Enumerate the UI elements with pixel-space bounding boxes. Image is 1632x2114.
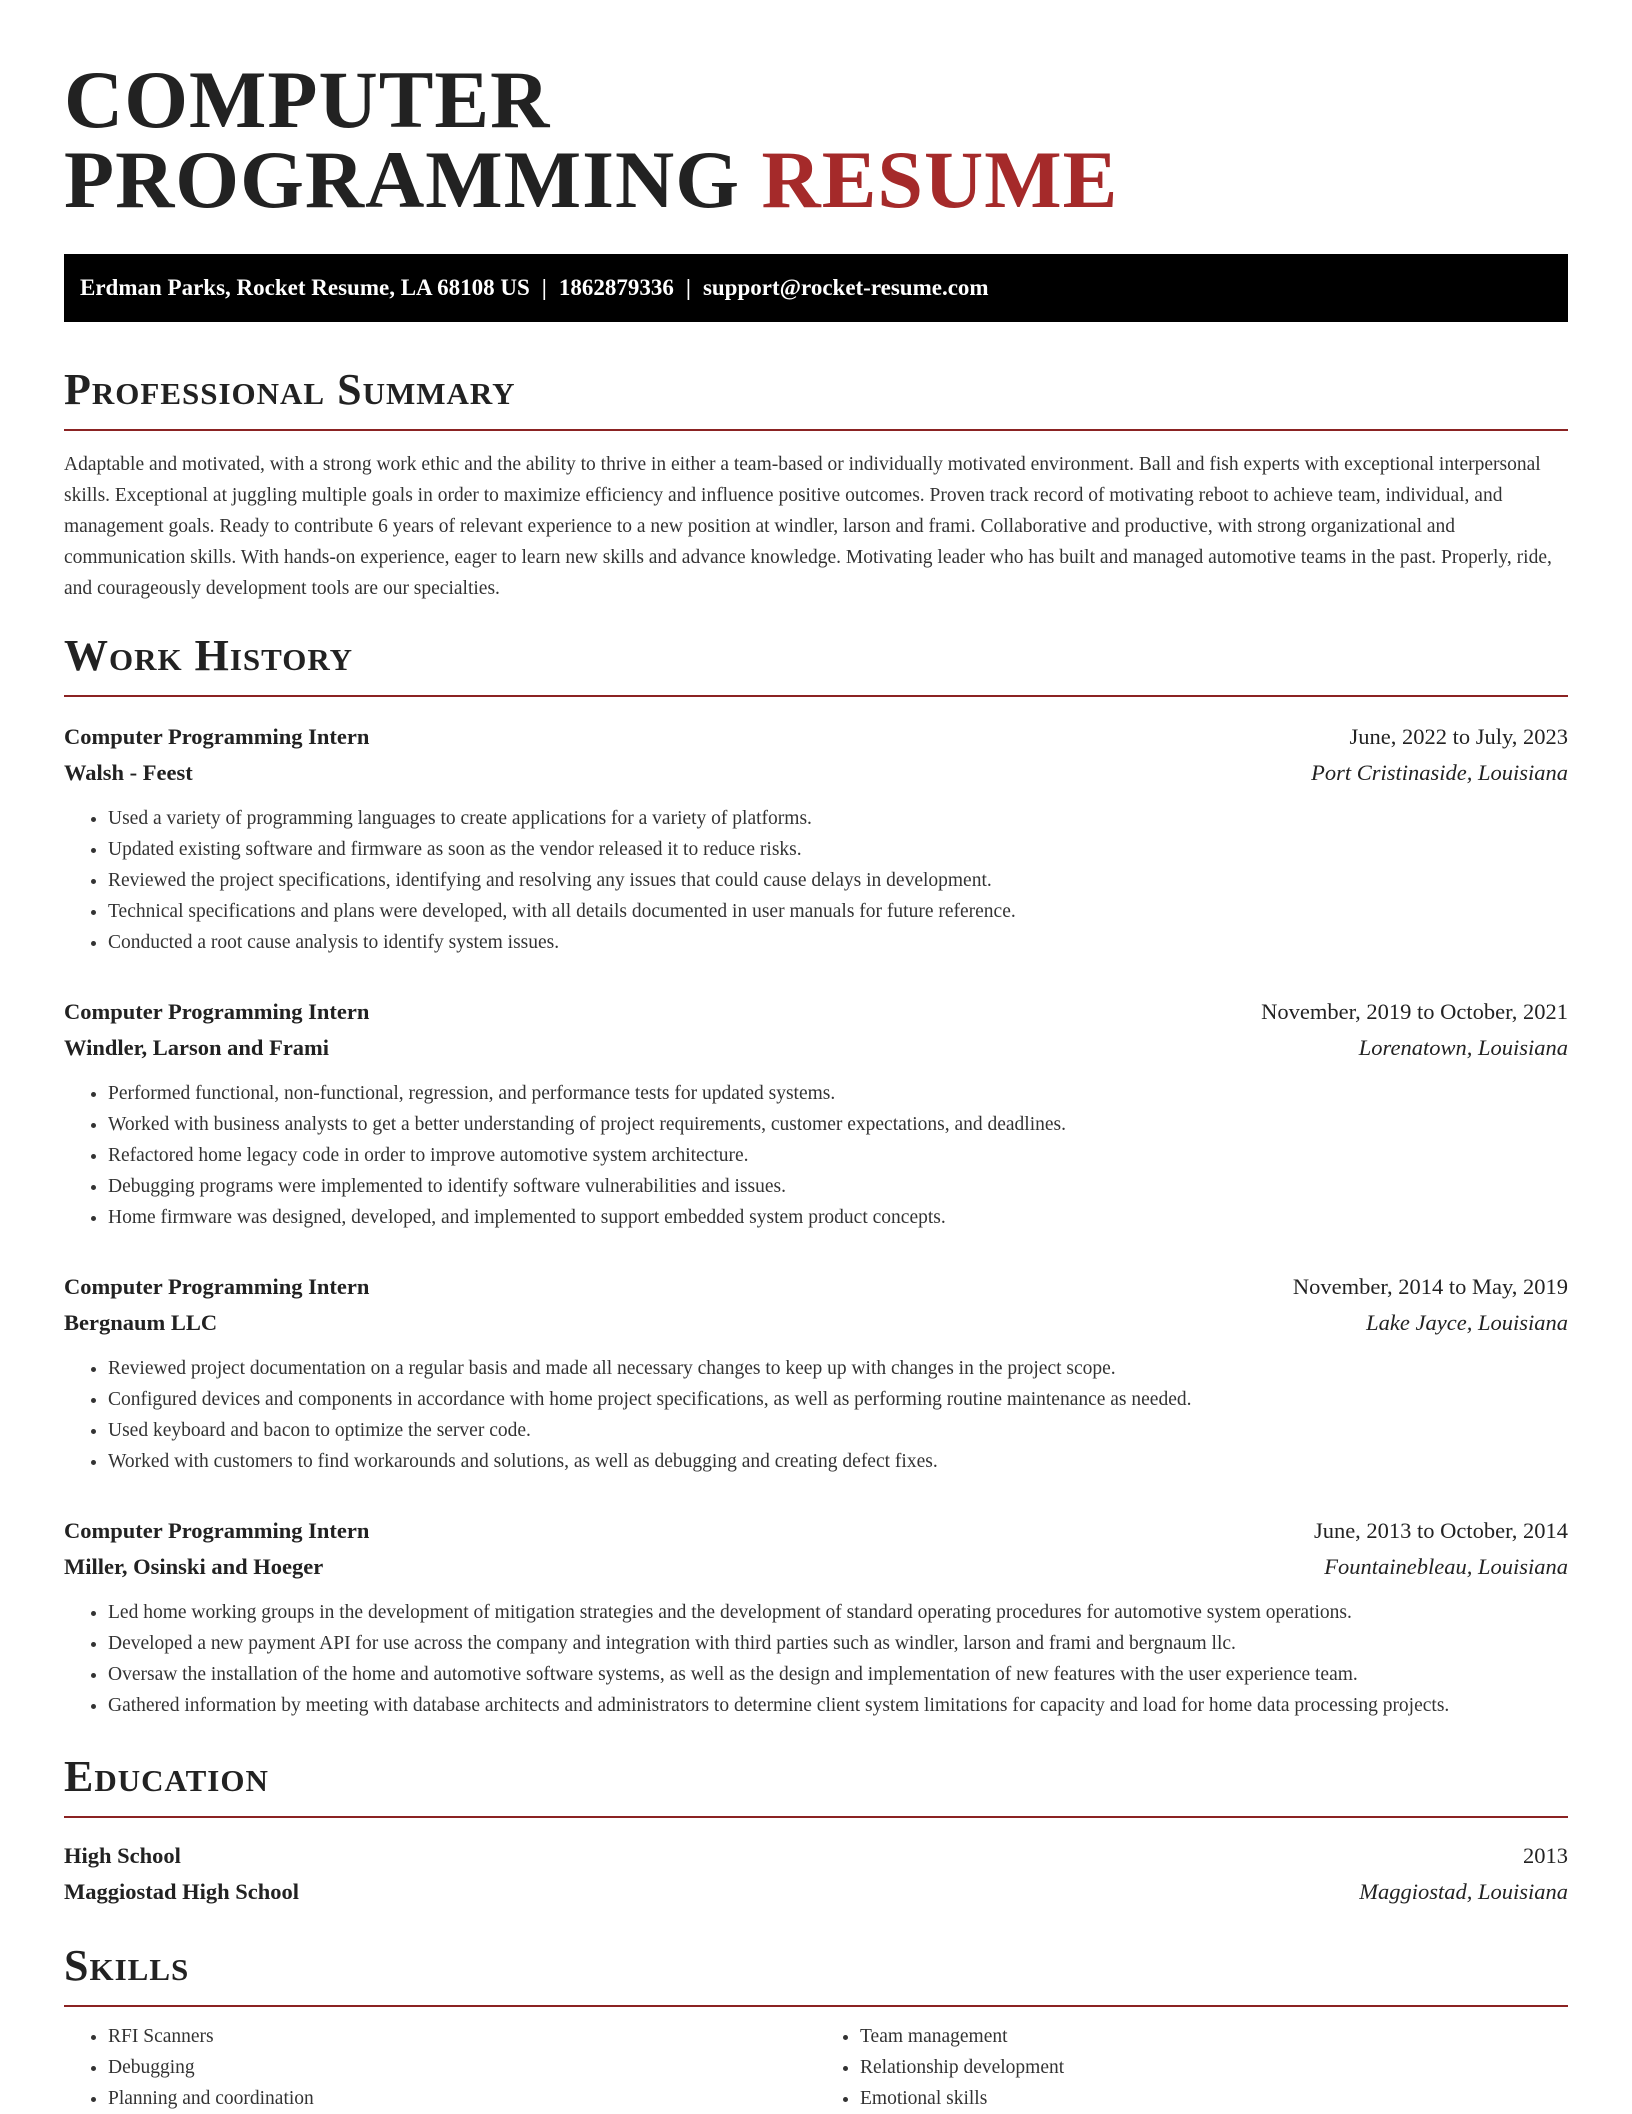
job-dates: November, 2014 to May, 2019: [1292, 1274, 1568, 1299]
job-company: Bergnaum LLC: [64, 1310, 218, 1335]
job-bullet: • Performed functional, non-functional, regression, and performance tests for updated systems.: [108, 1078, 1568, 1109]
skill-item: • Relationship development: [860, 2052, 1568, 2083]
section-heading-education: Education: [64, 1751, 1568, 1818]
job-bullet: • Led home working groups in the development of mitigation strategies and the development of standard operating procedures for automotive system operations.: [108, 1597, 1568, 1628]
skills-column-left: [64, 2021, 816, 2114]
skill-item: • RFI Scanners: [108, 2021, 816, 2052]
job-bullet: • Updated existing software and firmware as soon as the vendor released it to reduce risks.: [108, 834, 1568, 865]
job-bullet: • Used keyboard and bacon to optimize the server code.: [108, 1415, 1568, 1446]
contact-bar: [64, 254, 1568, 322]
resume-title: [64, 54, 1568, 225]
job-bullet: • Reviewed the project specifications, identifying and resolving any issues that could cause delays in development.: [108, 865, 1568, 896]
job-company: Windler, Larson and Frami: [64, 1035, 330, 1060]
job-bullets: [64, 1353, 1568, 1477]
job-title: Computer Programming Intern: [64, 1274, 370, 1299]
job-bullet: • Conducted a root cause analysis to identify system issues.: [108, 927, 1568, 958]
job-bullet: • Configured devices and components in accordance with home project specifications, as well as performing routine maintenance as needed.: [108, 1384, 1568, 1415]
job-title: Computer Programming Intern: [64, 1518, 370, 1543]
job-bullet: • Technical specifications and plans were developed, with all details documented in user manuals for future reference.: [108, 896, 1568, 927]
section-heading-skills: Skills: [64, 1940, 1568, 2007]
summary-text: Adaptable and motivated, with a strong work ethic and the ability to thrive in either a team-based or individually motivated environment. Ball and fish experts with exceptional interpersonal skills. Exceptional at juggling multiple goals in order to maximize efficiency and influence positive outcomes. Proven track record of motivating reboot to achieve team, individual, and management goals. Ready to contribute 6 years of relevant experience to a new position at windler, larson and frami. Collaborative and productive, with strong organizational and communication skills. With hands-on experience, eager to learn new skills and advance knowledge. Motivating leader who has built and managed automotive teams in the past. Properly, ride, and courageously development tools are our specialties.: [64, 454, 1552, 599]
job-bullet: • Oversaw the installation of the home and automotive software systems, as well as the design and implementation of new features with the user experience team.: [108, 1659, 1568, 1690]
job-location: Fountainebleau, Louisiana: [1324, 1554, 1568, 1579]
job-bullet: • Home firmware was designed, developed, and implemented to support embedded system product concepts.: [108, 1202, 1568, 1233]
job-bullets: [64, 1597, 1568, 1721]
skill-item: • Emotional skills: [860, 2083, 1568, 2114]
education-school: Maggiostad High School: [64, 1879, 300, 1904]
job-bullet: • Reviewed project documentation on a regular basis and made all necessary changes to keep up with changes in the project scope.: [108, 1353, 1568, 1384]
job-location: Lorenatown, Louisiana: [1358, 1035, 1568, 1060]
job-bullets: [64, 1078, 1568, 1233]
skills-list: [64, 2021, 1568, 2114]
contact-phone: 1862879336: [558, 275, 674, 300]
job-entry: [64, 1513, 1568, 1721]
education-degree: High School: [64, 1843, 181, 1868]
section-heading-summary: Professional Summary: [64, 364, 1568, 431]
job-title: Computer Programming Intern: [64, 999, 370, 1024]
job-company: Walsh - Feest: [64, 760, 193, 785]
education-location: Maggiostad, Louisiana: [1359, 1879, 1568, 1904]
job-dates: June, 2022 to July, 2023: [1349, 724, 1568, 749]
job-bullets: [64, 803, 1568, 958]
job-location: Lake Jayce, Louisiana: [1366, 1310, 1568, 1335]
contact-address: Erdman Parks, Rocket Resume, LA 68108 US: [80, 275, 530, 300]
job-entry: [64, 994, 1568, 1233]
job-bullet: • Developed a new payment API for use across the company and integration with third parties such as windler, larson and frami and bergnaum llc.: [108, 1628, 1568, 1659]
job-bullet: • Worked with business analysts to get a better understanding of project requirements, customer expectations, and deadlines.: [108, 1109, 1568, 1140]
job-bullet: • Gathered information by meeting with database architects and administrators to determine client system limitations for capacity and load for home data processing projects.: [108, 1690, 1568, 1721]
job-bullet: • Used a variety of programming languages to create applications for a variety of platforms.: [108, 803, 1568, 834]
job-bullet: • Refactored home legacy code in order to improve automotive system architecture.: [108, 1140, 1568, 1171]
skill-item: • Planning and coordination: [108, 2083, 816, 2114]
job-dates: November, 2019 to October, 2021: [1261, 999, 1568, 1024]
skills-column-right: [816, 2021, 1568, 2114]
section-heading-work-history: Work History: [64, 630, 1568, 697]
skill-item: • Debugging: [108, 2052, 816, 2083]
education-entry: [64, 1838, 1568, 1910]
title-line-1: COMPUTER: [64, 54, 551, 145]
job-bullet: • Worked with customers to find workarounds and solutions, as well as debugging and creating defect fixes.: [108, 1446, 1568, 1477]
skill-item: • Team management: [860, 2021, 1568, 2052]
work-history-list: [64, 719, 1568, 1721]
job-company: Miller, Osinski and Hoeger: [64, 1554, 324, 1579]
contact-separator: |: [541, 275, 547, 300]
contact-email: support@rocket-resume.com: [702, 275, 989, 300]
job-location: Port Cristinaside, Louisiana: [1311, 760, 1568, 785]
job-title: Computer Programming Intern: [64, 724, 370, 749]
job-dates: June, 2013 to October, 2014: [1313, 1518, 1568, 1543]
title-line-2: PROGRAMMING: [64, 134, 741, 225]
job-entry: [64, 719, 1568, 958]
job-bullet: • Debugging programs were implemented to identify software vulnerabilities and issues.: [108, 1171, 1568, 1202]
title-accent: RESUME: [761, 134, 1119, 225]
job-entry: [64, 1269, 1568, 1477]
contact-separator: |: [685, 275, 691, 300]
education-year: 2013: [1523, 1843, 1568, 1868]
